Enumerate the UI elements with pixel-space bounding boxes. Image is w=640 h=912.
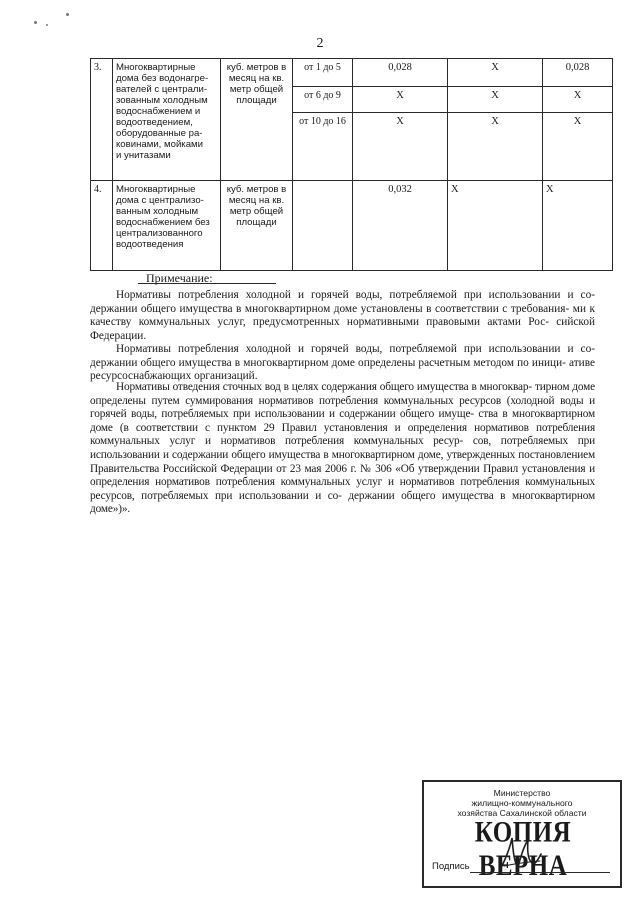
row-description: Многоквартирные дома без водонагре- вателей с централи- зованным холодным водоснабжением и водоотведением, оборудованные ра- ковинами, мойками и унитазами: [113, 59, 221, 181]
row-description: Многоквартирные дома с централизо- ванным холодным водоснабжением без централизованного водоотведения: [113, 181, 221, 271]
row-number: 3.: [91, 59, 113, 181]
row-unit: куб. метров в месяц на кв. метр общей площади: [221, 59, 293, 181]
floor-range-cell: [293, 181, 353, 271]
value-cell: 0,028: [353, 59, 448, 87]
scan-speck: [66, 13, 69, 16]
floor-range-cell: от 10 до 16: [293, 113, 353, 181]
value-cell: X: [543, 113, 613, 181]
value-cell: X: [353, 113, 448, 181]
note-paragraph: Нормативы потребления холодной и горячей воды, потребляемой при использовании и со- держании общего имущества в многоквартирном доме определены расчетным методом по иници- ативе ресурсоснабжающих организаций.: [90, 343, 595, 383]
note-underline: [138, 283, 276, 284]
note-paragraph: Нормативы потребления холодной и горячей воды, потребляемой при использовании и со- держании общего имущества в многоквартирном доме установлены в соответствии с требования- ми к качеству коммунальных услуг, предусмотренных нормативными правовыми актами Рос- сийской Федерации.: [90, 289, 596, 342]
value-cell: X: [448, 87, 543, 113]
row-unit: куб. метров в месяц на кв. метр общей площади: [221, 181, 293, 271]
scan-speck: [34, 21, 37, 24]
table-row: [91, 59, 613, 87]
value-cell: X: [448, 113, 543, 181]
value-cell: X: [543, 181, 613, 271]
stamp-signature-label: Подпись: [432, 861, 470, 872]
value-cell: X: [543, 87, 613, 113]
note-heading: Примечание:: [146, 271, 213, 285]
note-paragraph: Нормативы отведения сточных вод в целях содержания общего имущества в многоквар- тирном доме определены путем суммирования нормативов потребления коммунальных ресурсов (холодной воды и горячей воды, потребляемых при использовании и содержании общего имуще- ства в многоквартирном доме (в соответствии с пунктом 29 Правил установления и определения нормативов потребления коммунальных услуг и нормативов потребления коммунальных ресур- сов, потребляемых при использовании и содержании общего имущества в многоквартирном доме, утвержденных постановлением Правительства Российской Федерации от 23 мая 2006 г. № 306 «Об утверждении Правил установления и определения нормативов потребления коммунальных услуг и нормативов потребления коммунальных ресурсов, потребляемых при использовании и со- держании общего имущества в многоквартирном доме»)».: [90, 381, 595, 516]
table-row: [91, 181, 613, 271]
value-cell: X: [448, 181, 543, 271]
value-cell: X: [353, 87, 448, 113]
row-number: 4.: [91, 181, 113, 271]
value-cell: 0,028: [543, 59, 613, 87]
floor-range-cell: от 6 до 9: [293, 87, 353, 113]
stamp-organization: Министерство жилищно-коммунального хозяйства Сахалинской области: [457, 788, 587, 818]
stamp-title: КОПИЯ ВЕРНА: [474, 816, 572, 882]
floor-range-cell: от 1 до 5: [293, 59, 353, 87]
value-cell: X: [448, 59, 543, 87]
scan-speck: [46, 24, 48, 26]
page-number: 2: [316, 36, 324, 51]
norms-table: [90, 58, 613, 271]
value-cell: 0,032: [353, 181, 448, 271]
handwritten-signature: [494, 828, 544, 878]
